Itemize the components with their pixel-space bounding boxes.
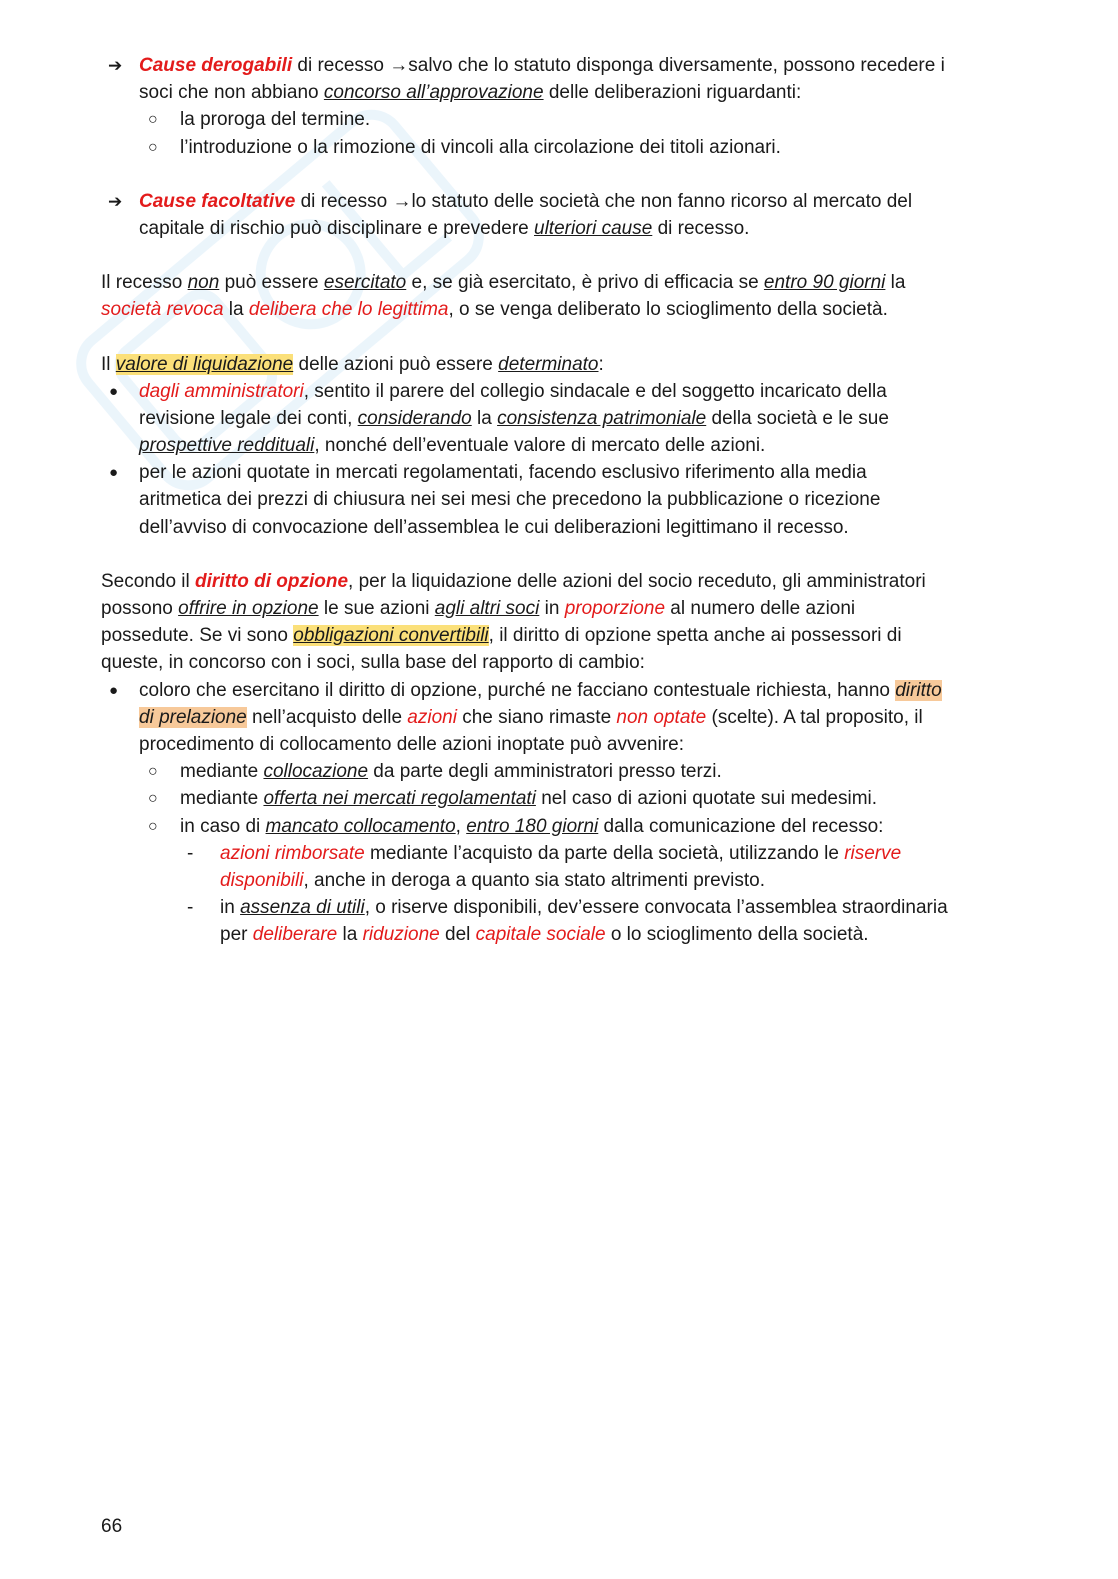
- text-run: , o riserve disponibili, dev’essere convocata l’assemblea straordinaria: [364, 897, 948, 919]
- red-term: società revoca: [101, 299, 224, 321]
- text-run: delle deliberazioni riguardanti:: [543, 82, 802, 104]
- text-run: nell’acquisto delle: [246, 706, 408, 728]
- optional-causes-line-2: [101, 215, 1016, 242]
- underlined-term: determinato: [498, 353, 599, 375]
- dash-item-line-1: [101, 894, 1016, 921]
- text-run: possono: [101, 598, 179, 619]
- optional-causes-term: Cause facoltative: [139, 190, 296, 212]
- underlined-term: mancato collocamento: [265, 815, 456, 837]
- sub-list-item: [101, 134, 1016, 161]
- text-run: può essere: [219, 272, 324, 294]
- underlined-term: esercitato: [323, 272, 407, 294]
- text-run: :: [598, 353, 604, 375]
- underlined-term: considerando: [357, 407, 472, 429]
- option-right-line-2: [101, 595, 1016, 622]
- circle-bullet-icon: ○: [148, 138, 158, 156]
- text-run: mediante: [180, 788, 264, 810]
- text-run: in: [220, 897, 241, 919]
- red-term: capitale sociale: [475, 924, 606, 946]
- text-run: in: [539, 598, 565, 619]
- red-term: riserve: [844, 842, 902, 864]
- list-item-directors-line-3: [101, 432, 1016, 459]
- text-run: di recesso.: [652, 217, 750, 239]
- red-term: riduzione: [362, 924, 440, 946]
- list-item-directors-line-2: [101, 405, 1016, 432]
- text-run: per: [220, 924, 253, 946]
- text-run: ,: [455, 815, 467, 837]
- text-run: (scelte). A tal proposito, il: [706, 706, 923, 728]
- text-run: Secondo il: [101, 570, 196, 592]
- highlighted-term: diritto: [895, 679, 942, 701]
- text-run: nel caso di azioni quotate sui medesimi.: [535, 788, 878, 810]
- document-body: [101, 52, 1016, 948]
- option-right-line-1: [101, 568, 1016, 595]
- disc-bullet-icon: ●: [109, 464, 119, 482]
- text-run: queste, in concorso con i soci, sulla base del rapporto di cambio:: [101, 652, 645, 674]
- text-run: mediante l’acquisto da parte della società, utilizzando le: [364, 842, 845, 864]
- text-run: possedute. Se vi sono: [101, 625, 294, 647]
- highlighted-term: valore di liquidazione: [115, 353, 294, 375]
- text-run: al numero delle azioni: [665, 598, 856, 619]
- text-run: mediante: [180, 761, 264, 783]
- sub-list-item: [101, 785, 1016, 812]
- text-run: , sentito il parere del collegio sindacale e del soggetto incaricato della: [303, 380, 887, 402]
- disc-bullet-icon: ●: [109, 681, 119, 699]
- circle-bullet-icon: ○: [148, 817, 158, 835]
- liquidation-value-intro: [101, 351, 1016, 378]
- sub-list-item: [101, 813, 1016, 840]
- text-run: procedimento di collocamento delle azioni inoptate può avvenire:: [139, 733, 685, 755]
- derogable-causes-line-2: [101, 79, 1016, 106]
- red-term: non optate: [616, 706, 707, 728]
- text-run: coloro che esercitano il diritto di opzione, purché ne facciano contestuale richiesta, hanno: [139, 679, 896, 701]
- red-term: proporzione: [564, 598, 666, 619]
- text-run: le sue azioni: [318, 598, 435, 619]
- recess-paragraph-line-2: [101, 296, 1016, 323]
- derogable-causes-term: Cause derogabili: [139, 55, 293, 76]
- underlined-term: assenza di utili: [240, 897, 365, 919]
- text-run: la: [885, 272, 906, 294]
- text-run: soci che non abbiano: [139, 82, 324, 104]
- underlined-term: agli altri soci: [434, 598, 540, 619]
- sub-list-item: [101, 106, 1016, 133]
- disc-bullet-icon: ●: [109, 382, 119, 400]
- text-run: o lo scioglimento della società.: [605, 924, 869, 946]
- text-run: che siano rimaste: [456, 706, 617, 728]
- text-run: , anche in deroga a quanto sia stato altrimenti previsto.: [303, 869, 766, 891]
- red-term: azioni rimborsate: [220, 842, 365, 864]
- text-run: delle azioni può essere: [293, 353, 499, 375]
- underlined-term: entro 180 giorni: [466, 815, 599, 837]
- text-run: , o se venga deliberato lo scioglimento della società.: [448, 299, 888, 321]
- text-run: Il recesso: [101, 272, 188, 294]
- text-run: e, se già esercitato, è privo di efficacia se: [406, 272, 764, 294]
- derogable-causes-line-1: [101, 52, 1016, 79]
- underlined-term: concorso all’approvazione: [323, 82, 544, 104]
- text-run: revisione legale dei conti,: [139, 407, 358, 429]
- text-run: di recesso →salvo che lo statuto disponga diversamente, possono recedere i: [292, 55, 945, 76]
- optional-causes-line-1: [101, 188, 1016, 215]
- underlined-term: consistenza patrimoniale: [497, 407, 707, 429]
- underlined-term: ulteriori cause: [534, 217, 653, 239]
- underlined-term: non: [187, 272, 220, 294]
- arrow-bullet-icon: ➔: [108, 191, 123, 211]
- text-run: , nonché dell’eventuale valore di mercato delle azioni.: [314, 435, 766, 457]
- text-run: la proroga del termine.: [180, 109, 371, 131]
- text-run: capitale di rischio può disciplinare e prevedere: [139, 217, 535, 239]
- pre-emption-line-1: [101, 677, 1016, 704]
- dash-bullet-icon: -: [187, 897, 194, 919]
- sub-list-item: [101, 758, 1016, 785]
- option-right-line-4: [101, 649, 1016, 676]
- text-run: di recesso →lo statuto delle società che non fanno ricorso al mercato del: [295, 190, 913, 212]
- text-run: l’introduzione o la rimozione di vincoli alla circolazione dei titoli azionari.: [180, 136, 781, 158]
- arrow-bullet-icon: ➔: [108, 56, 123, 75]
- text-run: Il: [101, 353, 116, 375]
- text-run: la: [337, 924, 363, 946]
- text-run: per le azioni quotate in mercati regolamentati, facendo esclusivo riferimento alla media: [139, 462, 867, 484]
- text-run: , per la liquidazione delle azioni del socio receduto, gli amministratori: [348, 570, 926, 592]
- text-run: da parte degli amministratori presso terzi.: [368, 761, 722, 783]
- list-item-directors-line-1: [101, 378, 1016, 405]
- text-run: , il diritto di opzione spetta anche ai possessori di: [488, 625, 902, 647]
- pre-emption-line-3: [101, 731, 1016, 758]
- red-term: disponibili: [220, 869, 304, 891]
- circle-bullet-icon: ○: [148, 763, 158, 781]
- list-item-listed-shares-line-2: [101, 486, 1016, 513]
- text-run: aritmetica dei prezzi di chiusura nei sei mesi che precedono la pubblicazione o ricezione: [139, 489, 881, 511]
- page-number: 66: [101, 1516, 123, 1537]
- dash-item-line-2: [101, 921, 1016, 948]
- text-run: in caso di: [180, 815, 266, 837]
- text-run: del: [439, 924, 476, 946]
- underlined-term: offerta nei mercati regolamentati: [263, 788, 536, 810]
- text-run: dell’avviso di convocazione dell’assemblea le cui deliberazioni legittimano il recesso.: [139, 516, 849, 538]
- underlined-term: collocazione: [263, 761, 369, 783]
- highlighted-term: obbligazioni convertibili: [293, 625, 489, 647]
- list-item-listed-shares-line-3: [101, 514, 1016, 541]
- text-run: della società e le sue: [706, 407, 889, 429]
- circle-bullet-icon: ○: [148, 790, 158, 808]
- red-term: azioni: [407, 706, 457, 728]
- highlighted-term: di prelazione: [139, 706, 247, 728]
- red-term: dagli amministratori: [139, 380, 304, 402]
- underlined-term: prospettive reddituali: [139, 435, 315, 457]
- underlined-term: entro 90 giorni: [763, 272, 886, 294]
- red-term: deliberare: [252, 924, 338, 946]
- red-term: delibera che lo legittima: [248, 299, 449, 321]
- recess-paragraph-line-1: [101, 269, 1016, 296]
- text-run: dalla comunicazione del recesso:: [598, 815, 884, 837]
- list-item-listed-shares-line-1: [101, 459, 1016, 486]
- underlined-term: offrire in opzione: [178, 598, 319, 619]
- text-run: la: [223, 299, 249, 321]
- circle-bullet-icon: ○: [148, 111, 158, 129]
- red-bold-term: diritto di opzione: [195, 570, 349, 592]
- option-right-line-3: [101, 622, 1016, 649]
- dash-item-line-1: [101, 840, 1016, 867]
- pre-emption-line-2: [101, 704, 1016, 731]
- dash-item-line-2: [101, 867, 1016, 894]
- text-run: la: [471, 407, 498, 429]
- dash-bullet-icon: -: [187, 842, 194, 864]
